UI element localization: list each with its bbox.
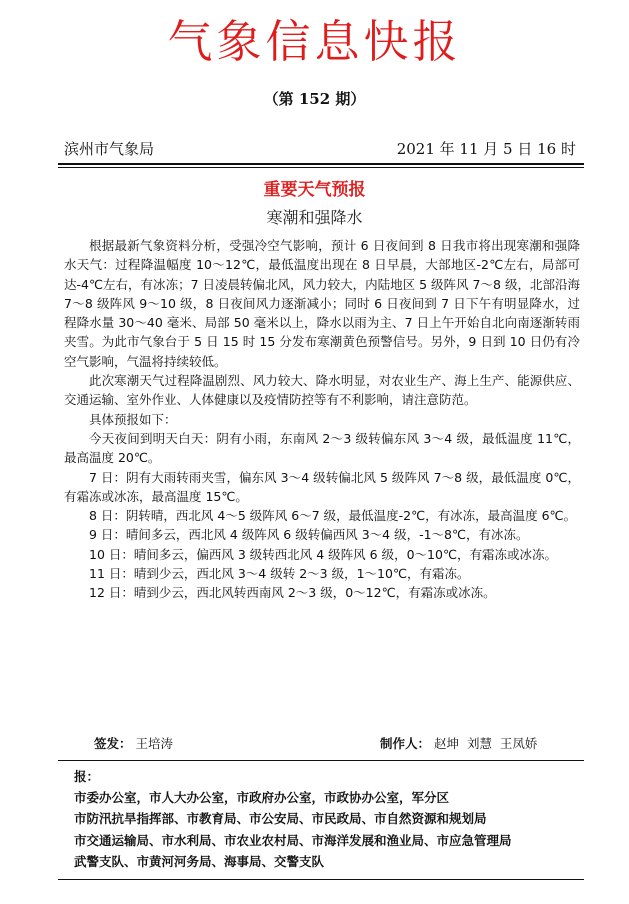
- body-paragraph: 此次寒潮天气过程降温剧烈、风力较大、降水明显，对农业生产、海上生产、能源供应、交通运输、室外作业、人体健康以及疫情防控等有不利影响，请注意防范。: [64, 373, 580, 408]
- body-paragraph: 9 日：晴间多云，西北风 4 级阵风 6 级转偏西风 3～4 级，-1～8℃，有冰冻。: [89, 527, 529, 543]
- distribution-line: 市委办公室，市人大办公室，市政府办公室，市政协办公室，军分区: [74, 790, 450, 806]
- distribution-line: 市交通运输局、市水利局、市农业农村局、市海洋发展和渔业局、市应急管理局: [74, 832, 512, 848]
- notice-title: 重要天气预报: [263, 180, 366, 200]
- body-paragraph: 7 日：阴有大雨转雨夹雪，偏东风 3～4 级转偏北风 5 级阵风 7～8 级，最低温度 0℃，有霜冻或冰冻，最高温度 15℃。: [64, 469, 580, 504]
- body-paragraph: 根据最新气象资料分析，受强冷空气影响，预计 6 日夜间到 8 日我市将出现寒潮和强降水天气：过程降温幅度 10～12℃，最低温度出现在 8 日早晨，大部地区-2℃左右，局部可达-4℃左右，有冰冻；7 日凌晨转偏北风，风力较大，内陆地区 5 级阵风 7～8 级，北部沿海 7～8 级阵风 9～10 级，8 日夜间风力逐渐减小；同时 6 日夜间到 7 日下午有明显降水，过程降水量 30～40 毫米、局部 50 毫米以上，降水以雨为主、7 日上午开始自北向南逐渐转雨夹雪。为此市气象台于 5 日 15 时 15 分发布寒潮黄色预警信号。另外，9 日到 10 日仍有冷空气影响，气温将持续较低。: [64, 238, 580, 369]
- header-rule-thick: [58, 163, 584, 165]
- issuer-label: 签发：: [94, 736, 132, 751]
- forecast-body: [64, 236, 580, 603]
- body-paragraph: 8 日：阴转晴，西北风 4～5 级阵风 6～7 级，最低温度-2℃，有冰冻，最高温度 6℃。: [89, 508, 577, 524]
- distribution-line: 市防汛抗旱指挥部、市教育局、市公安局、市民政局、市自然资源和规划局: [74, 811, 487, 827]
- body-paragraph: 11 日：晴到少云，西北风 3～4 级转 2～3 级，1～10℃，有霜冻。: [89, 566, 470, 582]
- footer-rule-bottom: [58, 879, 584, 880]
- agency-name: 滨州市气象局: [64, 140, 155, 158]
- masthead-title: 气象信息快报: [167, 15, 462, 68]
- body-paragraph: 今天夜间到明天白天：阴有小雨，东南风 2～3 级转偏东风 3～4 级，最低温度 11℃，最高温度 20℃。: [64, 430, 580, 466]
- distribution-line: 武警支队、市黄河河务局、海事局、交警支队: [74, 853, 325, 869]
- header-rule-thin: [58, 167, 584, 168]
- issue-number: （第 152 期）: [263, 90, 366, 108]
- body-paragraph: 10 日：晴间多云，偏西风 3 级转西北风 4 级阵风 6 级，0～10℃，有霜冻或冰冻。: [89, 546, 557, 562]
- body-paragraph: 具体预报如下：: [89, 411, 177, 427]
- distribution-label: 报：: [74, 769, 100, 784]
- issuer-name: 王培涛: [135, 736, 174, 751]
- footer-rule-top: [58, 760, 584, 761]
- author-signoff: [380, 734, 537, 752]
- author-label: 制作人：: [380, 736, 431, 751]
- notice-subtitle: 寒潮和强降水: [266, 208, 363, 227]
- header-row: [64, 138, 576, 160]
- issuer-signoff: [94, 734, 173, 752]
- body-paragraph: 12 日：晴到少云，西北风转西南风 2～3 级，0～12℃，有霜冻或冰冻。: [89, 585, 496, 601]
- distribution-list: [74, 766, 584, 872]
- author-names: 赵坤 刘慧 王凤娇: [434, 736, 538, 751]
- issue-datetime: 2021 年 11 月 5 日 16 时: [396, 140, 576, 158]
